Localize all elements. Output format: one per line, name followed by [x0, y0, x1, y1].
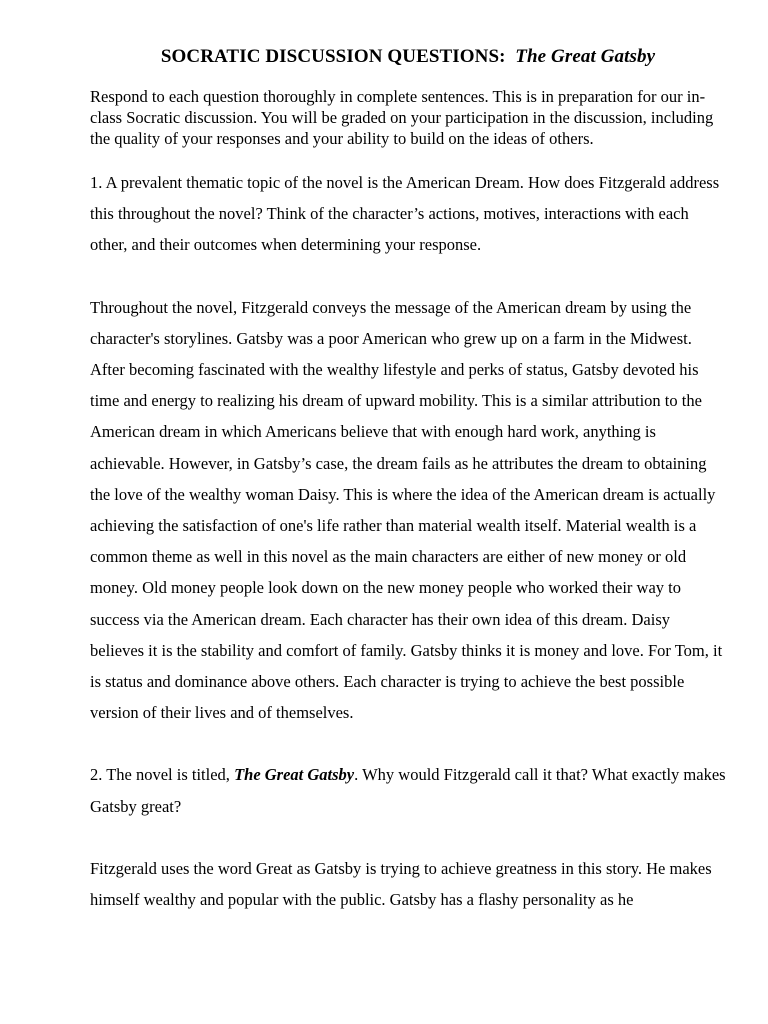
answer-2: Fitzgerald uses the word Great as Gatsby is trying to achieve greatness in this story. He makes himself wealthy and popular with the public. Gatsby has a flashy personality as he — [90, 858, 712, 910]
title-prefix: SOCRATIC DISCUSSION QUESTIONS: — [160, 46, 506, 67]
document-page — [90, 46, 726, 946]
question-1: 1. A prevalent thematic topic of the novel is the American Dream. How does Fitzgerald address this throughout the novel? Think of the character’s actions, motives, interactions with each other, and their outcomes when determining your response. — [90, 173, 720, 255]
instructions-paragraph: Respond to each question thoroughly in complete sentences. This is in preparation for our in-class Socratic discussion. You will be graded on your participation in the discussion, including the quality of your responses and your ability to build on the ideas of others. — [90, 87, 714, 148]
question-2 — [90, 759, 726, 821]
title-book-name: The Great Gatsby — [515, 46, 656, 67]
answer-1: Throughout the novel, Fitzgerald conveys the message of the American dream by using the character's storylines. Gatsby was a poor American who grew up on a farm in the Midwest. After becoming fascinated with the wealthy lifestyle and perks of status, Gatsby devoted his time and energy to realizing his dream of upward mobility. This is a similar attribution to the American dream in which Americans believe that with enough hard work, anything is achievable. However, in Gatsby’s case, the dream fails as he attributes the dream to obtaining the love of the wealthy woman Daisy. This is where the idea of the American dream is actually achieving the satisfaction of one's life rather than material wealth itself. Material wealth is a common theme as well in this novel as the main characters are either of new money or old money. Old money people look down on the new money people who worked their way to success via the American dream. Each character has their own idea of this dream. Daisy believes it is the stability and comfort of family. Gatsby thinks it is money and love. For Tom, it is status and dominance above others. Each character is trying to achieve the best possible version of their lives and of themselves. — [90, 297, 723, 723]
question-2-book-name: The Great Gatsby — [234, 765, 355, 785]
question-2-start: 2. The novel is titled, — [90, 765, 235, 785]
question-2-end: . Why would Fitzgerald call it that? What exactly makes Gatsby great? — [90, 765, 726, 816]
document-title — [90, 46, 726, 68]
